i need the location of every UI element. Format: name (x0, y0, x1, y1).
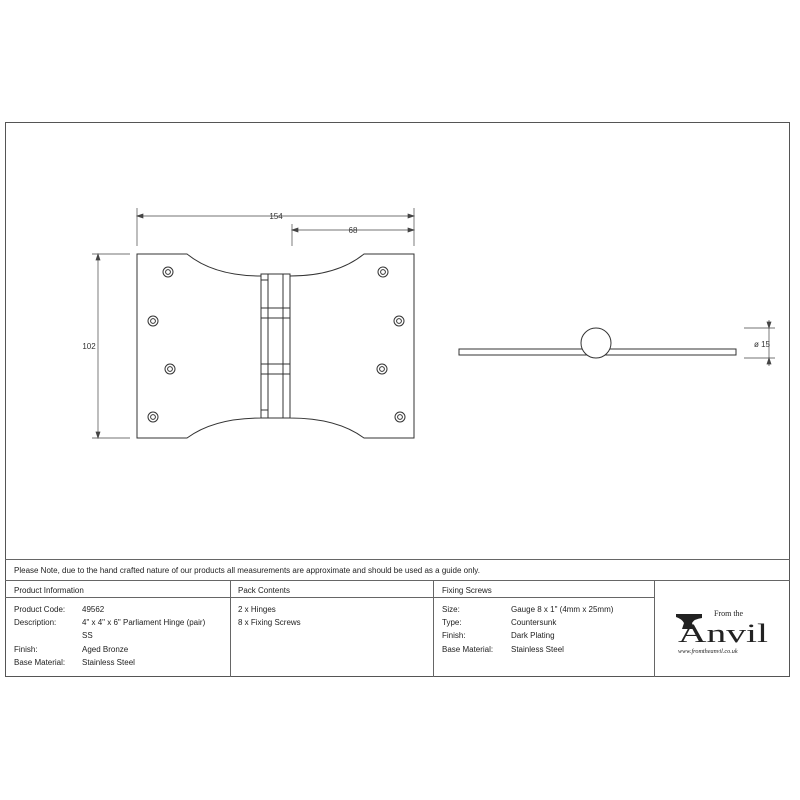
screw-base-material-label: Base Material: (442, 645, 494, 654)
dimension-68-label: 68 (348, 226, 358, 235)
screw-size-label: Size: (442, 605, 460, 614)
logo-url: www.fromtheanvil.co.uk (678, 648, 738, 655)
table-top-border (5, 580, 790, 581)
dimension-height (92, 254, 130, 438)
logo-brand: Anvil (678, 619, 768, 648)
screw-finish-label: Finish: (442, 631, 466, 640)
hinge-front-view (137, 254, 414, 438)
pack-contents-header: Pack Contents (238, 586, 291, 595)
product-code-value: 49562 (82, 605, 105, 614)
dimension-154-label: 154 (269, 212, 283, 221)
side-view-knuckle (581, 328, 611, 358)
dimension-diameter-label: ø 15 (753, 340, 771, 349)
product-info-header: Product Information (14, 586, 84, 595)
description-label: Description: (14, 618, 57, 627)
screw-base-material-value: Stainless Steel (511, 645, 564, 654)
fixing-screws-header: Fixing Screws (442, 586, 492, 595)
column-divider-2 (433, 580, 434, 677)
dimension-102-label: 102 (82, 342, 96, 351)
base-material-label: Base Material: (14, 658, 66, 667)
knuckle-barrel (261, 274, 290, 418)
from-the-anvil-logo (672, 602, 776, 658)
screw-finish-value: Dark Plating (511, 631, 555, 640)
logo-from-the: From the (714, 609, 744, 618)
screw-type-label: Type: (442, 618, 462, 627)
pack-item: 2 x Hinges (238, 605, 276, 614)
finish-label: Finish: (14, 645, 38, 654)
description-value: 4" x 4" x 6" Parliament Hinge (pair) (82, 618, 206, 627)
description-value-cont: SS (82, 631, 93, 640)
product-code-label: Product Code: (14, 605, 66, 614)
column-divider-1 (230, 580, 231, 677)
column-divider-3 (654, 580, 655, 677)
measurement-note: Please Note, due to the hand crafted nature of our products all measurements are approximate and should be used as a guide only. (14, 566, 480, 575)
screw-size-value: Gauge 8 x 1" (4mm x 25mm) (511, 605, 614, 614)
pack-item: 8 x Fixing Screws (238, 618, 301, 627)
screw-holes (148, 267, 405, 422)
screw-type-value: Countersunk (511, 618, 557, 627)
hinge-side-view (459, 328, 736, 358)
note-divider (5, 559, 790, 560)
right-leaf-outline (290, 254, 414, 438)
base-material-value: Stainless Steel (82, 658, 135, 667)
finish-value: Aged Bronze (82, 645, 129, 654)
left-leaf-outline (137, 254, 261, 438)
table-header-divider (5, 597, 654, 598)
